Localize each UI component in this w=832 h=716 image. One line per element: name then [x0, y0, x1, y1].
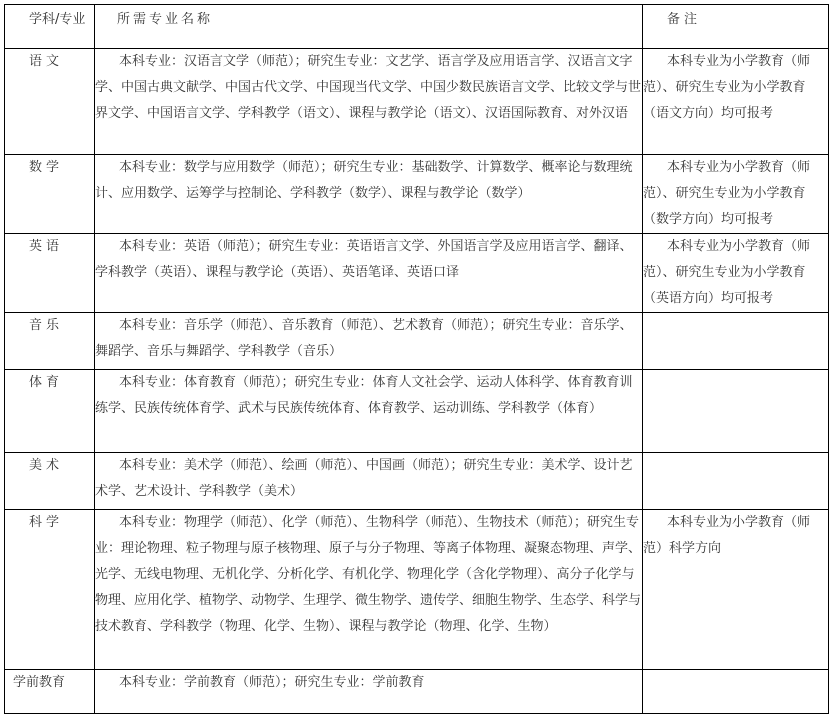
majors-cell: 本科专业：音乐学（师范）、音乐教育（师范）、艺术教育（师范）；研究生专业：音乐学、舞蹈学、音乐与舞蹈学、学科教学（音乐）	[95, 313, 643, 370]
table-row	[5, 370, 829, 453]
subject-cell: 英语	[5, 234, 95, 313]
subject-cell: 美术	[5, 453, 95, 510]
table-row	[5, 313, 829, 370]
majors-cell: 本科专业：学前教育（师范）；研究生专业：学前教育	[95, 670, 643, 714]
subject-cell: 语文	[5, 49, 95, 155]
table-row	[5, 670, 829, 714]
majors-cell: 本科专业：数学与应用数学（师范）；研究生专业：基础数学、计算数学、概率论与数理统计、应用数学、运筹学与控制论、学科教学（数学）、课程与教学论（数学）	[95, 155, 643, 234]
remarks-cell	[643, 313, 829, 370]
remarks-cell: 本科专业为小学教育（师范）、研究生专业为小学教育（英语方向）均可报考	[643, 234, 829, 313]
header-remarks: 备注	[643, 5, 829, 49]
header-subject: 学科/专业	[5, 5, 95, 49]
subject-cell: 科学	[5, 510, 95, 670]
table-row	[5, 49, 829, 155]
remarks-cell	[643, 370, 829, 453]
table-row	[5, 155, 829, 234]
remarks-cell: 本科专业为小学教育（师范）、研究生专业为小学教育（数学方向）均可报考	[643, 155, 829, 234]
remarks-cell	[643, 670, 829, 714]
subject-cell: 数学	[5, 155, 95, 234]
majors-cell: 本科专业：物理学（师范）、化学（师范）、生物科学（师范）、生物技术（师范）；研究生专业：理论物理、粒子物理与原子核物理、原子与分子物理、等离子体物理、凝聚态物理、声学、光学、无线电物理、无机化学、分析化学、有机化学、物理化学（含化学物理）、高分子化学与物理、应用化学、植物学、动物学、生理学、微生物学、遗传学、细胞生物学、生态学、科学与技术教育、学科教学（物理、化学、生物）、课程与教学论（物理、化学、生物）	[95, 510, 643, 670]
majors-cell: 本科专业：体育教育（师范）；研究生专业：体育人文社会学、运动人体科学、体育教育训练学、民族传统体育学、武术与民族传统体育、体育教学、运动训练、学科教学（体育）	[95, 370, 643, 453]
table-row	[5, 510, 829, 670]
header-majors: 所需专业名称	[95, 5, 643, 49]
subject-cell: 学前教育	[5, 670, 95, 714]
remarks-cell: 本科专业为小学教育（师范）、研究生专业为小学教育（语文方向）均可报考	[643, 49, 829, 155]
majors-cell: 本科专业：英语（师范）；研究生专业：英语语言文学、外国语言学及应用语言学、翻译、学科教学（英语）、课程与教学论（英语）、英语笔译、英语口译	[95, 234, 643, 313]
majors-cell: 本科专业：汉语言文学（师范）；研究生专业：文艺学、语言学及应用语言学、汉语言文字学、中国古典文献学、中国古代文学、中国现当代文学、中国少数民族语言文学、比较文学与世界文学、中国语言文学、学科教学（语文）、课程与教学论（语文）、汉语国际教育、对外汉语	[95, 49, 643, 155]
remarks-cell: 本科专业为小学教育（师范）科学方向	[643, 510, 829, 670]
remarks-cell	[643, 453, 829, 510]
header-row	[5, 5, 829, 49]
majors-requirements-table	[4, 4, 829, 714]
subject-cell: 音乐	[5, 313, 95, 370]
table-row	[5, 453, 829, 510]
table-row	[5, 234, 829, 313]
subject-cell: 体育	[5, 370, 95, 453]
majors-cell: 本科专业：美术学（师范）、绘画（师范）、中国画（师范）；研究生专业：美术学、设计艺术学、艺术设计、学科教学（美术）	[95, 453, 643, 510]
